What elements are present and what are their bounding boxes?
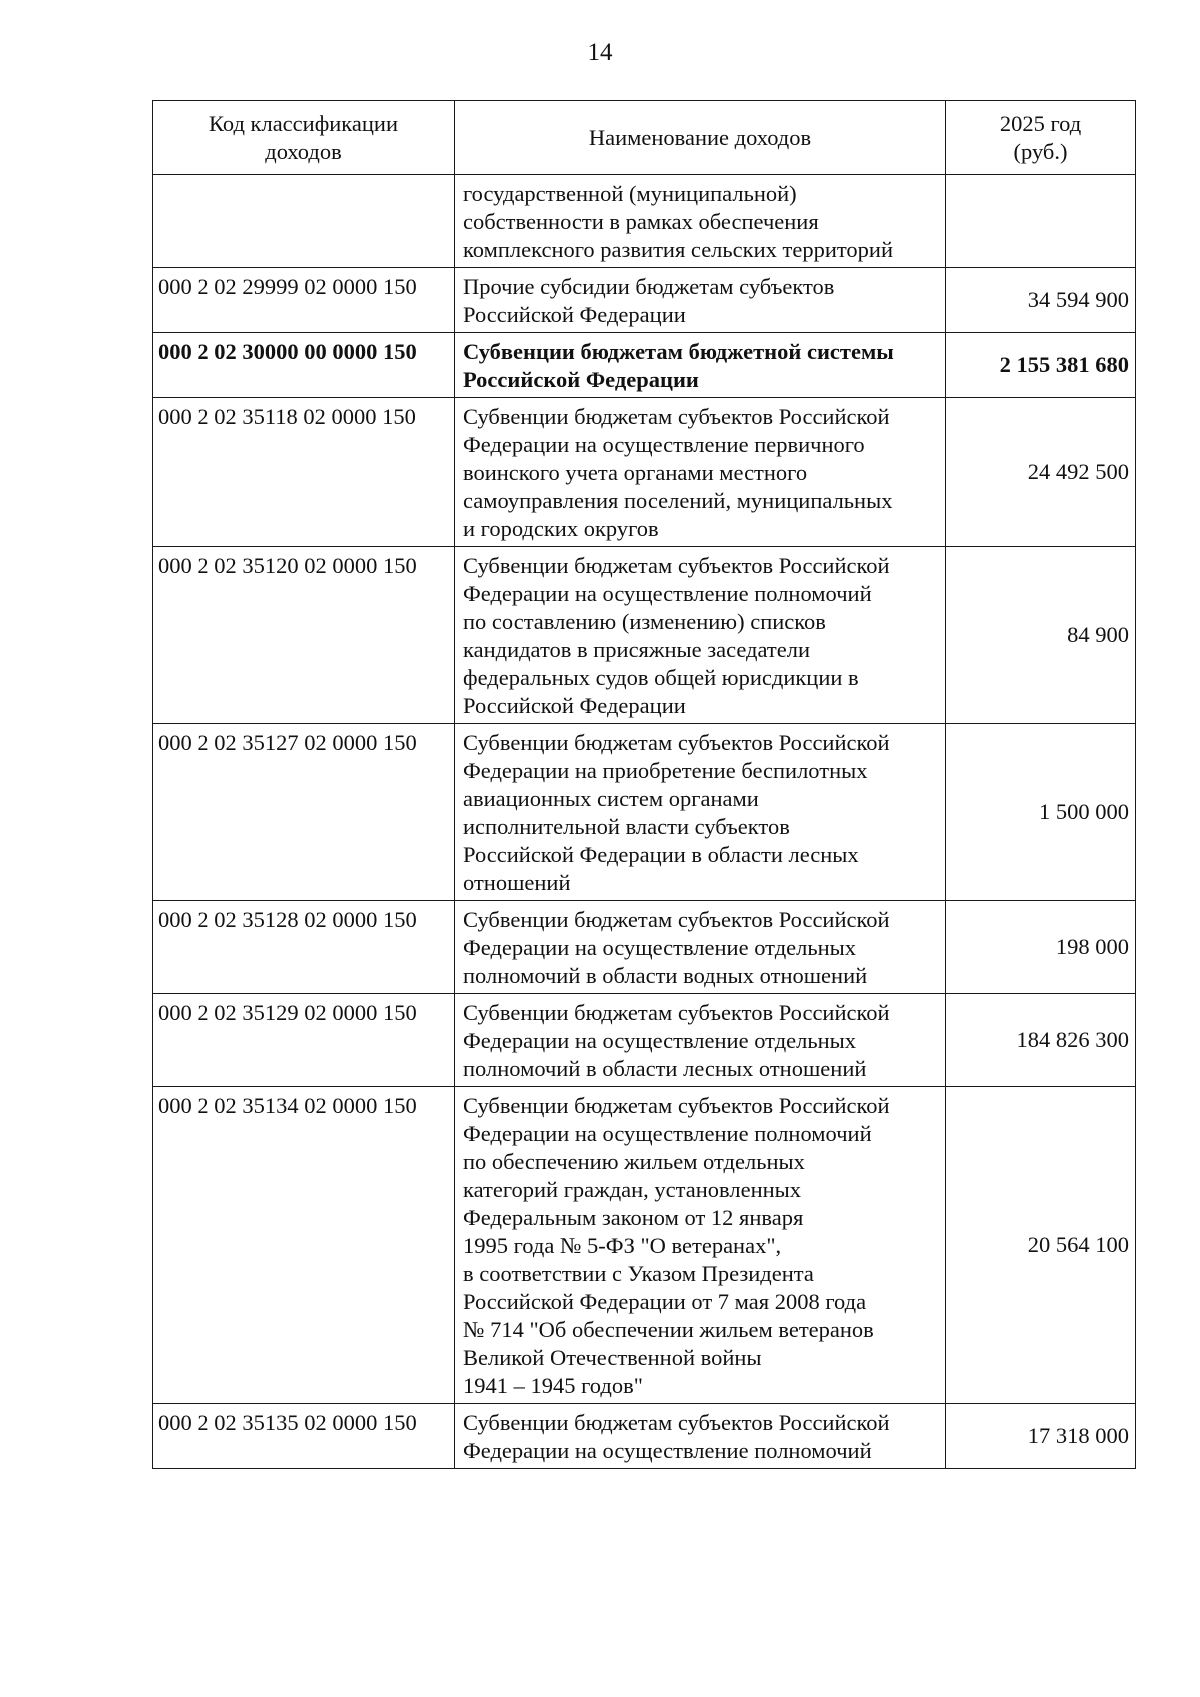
income-name-line: Прочие субсидии бюджетам субъектов	[463, 274, 835, 299]
income-name-line: Субвенции бюджетам субъектов Российской	[463, 907, 890, 932]
income-name-line: авиационных систем органами	[463, 786, 759, 811]
income-code-cell: 000 2 02 35120 02 0000 150	[153, 547, 455, 724]
income-name-cell	[455, 547, 946, 724]
income-name-line: Российской Федерации в области лесных	[463, 842, 859, 867]
income-amount-cell: 20 564 100	[946, 1087, 1136, 1404]
income-name-line: Федерации на осуществление первичного	[463, 432, 865, 457]
income-amount-cell: 184 826 300	[946, 994, 1136, 1087]
income-code-cell: 000 2 02 35129 02 0000 150	[153, 994, 455, 1087]
income-name-line: Федерации на приобретение беспилотных	[463, 758, 868, 783]
income-name-line: собственности в рамках обеспечения	[463, 209, 819, 234]
income-name-line: 1941 – 1945 годов"	[463, 1373, 643, 1398]
income-code-cell	[153, 175, 455, 268]
income-name-line: исполнительной власти субъектов	[463, 814, 790, 839]
income-name-line: полномочий в области водных отношений	[463, 963, 868, 988]
table-row	[153, 994, 1136, 1087]
table-row	[153, 547, 1136, 724]
page-number: 14	[587, 39, 613, 66]
income-amount-cell: 198 000	[946, 901, 1136, 994]
income-name-line: Российской Федерации	[463, 693, 686, 718]
income-code-cell: 000 2 02 35134 02 0000 150	[153, 1087, 455, 1404]
income-code-cell: 000 2 02 30000 00 0000 150	[153, 333, 455, 398]
header-name	[455, 101, 946, 175]
income-code-cell: 000 2 02 29999 02 0000 150	[153, 268, 455, 333]
income-table	[152, 100, 1136, 1469]
income-amount-cell: 24 492 500	[946, 398, 1136, 547]
income-name-line: Субвенции бюджетам субъектов Российской	[463, 1093, 890, 1118]
income-name-cell	[455, 1404, 946, 1469]
table-row	[153, 724, 1136, 901]
income-name-cell	[455, 901, 946, 994]
table-row	[153, 1087, 1136, 1404]
header-amount	[946, 101, 1136, 175]
header-amount-line: (руб.)	[1013, 139, 1068, 164]
income-name-line: государственной (муниципальной)	[463, 181, 797, 206]
table-body	[153, 175, 1136, 1469]
income-code-cell: 000 2 02 35135 02 0000 150	[153, 1404, 455, 1469]
income-name-cell	[455, 994, 946, 1087]
income-code-cell: 000 2 02 35127 02 0000 150	[153, 724, 455, 901]
income-name-line: по составлению (изменению) списков	[463, 609, 826, 634]
table-header-row	[153, 101, 1136, 175]
income-name-cell	[455, 724, 946, 901]
income-code-cell: 000 2 02 35128 02 0000 150	[153, 901, 455, 994]
income-name-line: и городских округов	[463, 516, 659, 541]
income-name-cell	[455, 398, 946, 547]
income-name-line: кандидатов в присяжные заседатели	[463, 637, 810, 662]
income-name-cell	[455, 333, 946, 398]
income-name-line: Федерации на осуществление полномочий	[463, 581, 872, 606]
income-name-line: Федерации на осуществление полномочий	[463, 1121, 872, 1146]
income-name-line: Федерации на осуществление полномочий	[463, 1438, 872, 1463]
income-amount-cell: 34 594 900	[946, 268, 1136, 333]
income-code-cell: 000 2 02 35118 02 0000 150	[153, 398, 455, 547]
income-name-line: Федеральным законом от 12 января	[463, 1205, 804, 1230]
income-amount-cell: 1 500 000	[946, 724, 1136, 901]
income-name-line: в соответствии с Указом Президента	[463, 1261, 814, 1286]
income-name-line: Федерации на осуществление отдельных	[463, 935, 857, 960]
table-row	[153, 1404, 1136, 1469]
header-code	[153, 101, 455, 175]
income-name-line: Субвенции бюджетам бюджетной системы	[463, 339, 894, 364]
income-name-line: Российской Федерации	[463, 367, 699, 392]
income-name-cell	[455, 268, 946, 333]
table-row	[153, 268, 1136, 333]
income-name-line: комплексного развития сельских территорий	[463, 237, 893, 262]
income-name-line: полномочий в области лесных отношений	[463, 1056, 867, 1081]
table-row	[153, 901, 1136, 994]
income-amount-cell	[946, 175, 1136, 268]
income-name-line: отношений	[463, 870, 571, 895]
table-row	[153, 175, 1136, 268]
income-name-line: самоуправления поселений, муниципальных	[463, 488, 893, 513]
income-name-line: Федерации на осуществление отдельных	[463, 1028, 857, 1053]
header-name-line: Наименование доходов	[588, 125, 812, 150]
table-row	[153, 398, 1136, 547]
income-name-line: Российской Федерации	[463, 302, 686, 327]
income-amount-cell: 84 900	[946, 547, 1136, 724]
income-name-line: № 714 "Об обеспечении жильем ветеранов	[463, 1317, 874, 1342]
header-code-line: доходов	[265, 139, 342, 164]
income-name-line: Субвенции бюджетам субъектов Российской	[463, 730, 890, 755]
income-amount-cell: 2 155 381 680	[946, 333, 1136, 398]
income-name-line: Субвенции бюджетам субъектов Российской	[463, 553, 890, 578]
income-name-line: Субвенции бюджетам субъектов Российской	[463, 1000, 890, 1025]
income-name-line: Великой Отечественной войны	[463, 1345, 762, 1370]
income-name-cell	[455, 175, 946, 268]
income-name-line: 1995 года № 5-ФЗ "О ветеранах",	[463, 1233, 782, 1258]
income-name-line: Российской Федерации от 7 мая 2008 года	[463, 1289, 867, 1314]
income-name-line: федеральных судов общей юрисдикции в	[463, 665, 859, 690]
income-name-line: Субвенции бюджетам субъектов Российской	[463, 1410, 890, 1435]
table-row	[153, 333, 1136, 398]
income-name-line: воинского учета органами местного	[463, 460, 808, 485]
header-code-line: Код классификации	[208, 111, 399, 136]
income-name-line: по обеспечению жильем отдельных	[463, 1149, 805, 1174]
income-name-cell	[455, 1087, 946, 1404]
income-name-line: категорий граждан, установленных	[463, 1177, 802, 1202]
income-amount-cell: 17 318 000	[946, 1404, 1136, 1469]
income-name-line: Субвенции бюджетам субъектов Российской	[463, 404, 890, 429]
header-amount-line: 2025 год	[999, 111, 1082, 136]
